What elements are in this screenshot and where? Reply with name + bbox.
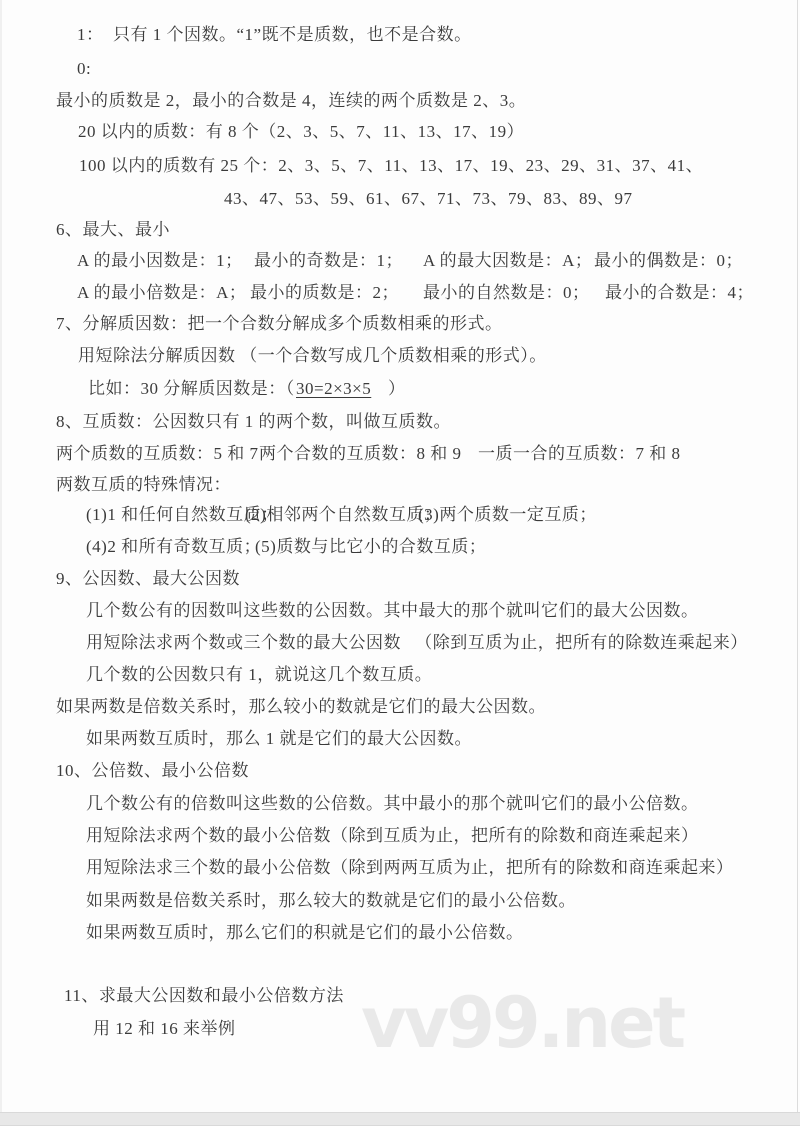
text-line	[0, 409, 800, 435]
text-segment: 最小的奇数是：1；	[254, 251, 403, 270]
text-segment: 最小的质数是 2，最小的合数是 4，连续的两个质数是 2、3。	[56, 91, 527, 110]
text-line	[0, 186, 800, 212]
text-segment: 如果两数互质时，那么 1 就是它们的最大公因数。	[86, 729, 472, 748]
text-line	[0, 566, 800, 592]
text-segment: 10、公倍数、最小公倍数	[56, 761, 249, 780]
text-segment: (1)1 和任何自然数互质；	[86, 505, 279, 524]
text-segment: 43、47、53、59、61、67、71、73、79、83、89、97	[224, 189, 633, 208]
text-segment: 一质一合的互质数：7 和 8	[478, 444, 681, 463]
text-segment: A 的最大因数是：A；	[423, 251, 593, 270]
text-segment: 如果两数是倍数关系时，那么较小的数就是它们的最大公因数。	[56, 697, 546, 716]
text-line	[0, 855, 800, 881]
watermark-text: vv99.net	[361, 982, 684, 1064]
text-segment: 最小的合数是：4；	[605, 283, 754, 302]
text-line	[0, 280, 800, 306]
text-segment: (2)相邻两个自然数互质；	[245, 505, 442, 524]
text-segment: 几个数公有的因数叫这些数的公因数。其中最大的那个就叫它们的最大公因数。	[86, 601, 699, 620]
text-line	[0, 983, 800, 1009]
text-segment: 最小的质数是：2；	[250, 283, 399, 302]
text-line	[0, 248, 800, 274]
text-line	[0, 441, 800, 467]
text-line	[0, 630, 800, 656]
text-segment: 1： 只有 1 个因数。“1”既不是质数，也不是合数。	[77, 25, 472, 44]
text-line	[0, 217, 800, 243]
text-segment: 9、公因数、最大公因数	[56, 569, 240, 588]
text-line	[0, 823, 800, 849]
text-segment: (5)质数与比它小的合数互质；	[255, 537, 487, 556]
text-segment: 两个质数的互质数：5 和 7	[56, 444, 259, 463]
text-segment: 20 以内的质数：有 8 个（2、3、5、7、11、13、17、19）	[78, 122, 525, 141]
text-line	[0, 376, 800, 402]
text-segment: 最小的自然数是：0；	[423, 283, 590, 302]
text-line	[0, 598, 800, 624]
text-segment: 用 12 和 16 来举例	[93, 1019, 236, 1038]
text-line	[0, 311, 800, 337]
text-line	[0, 119, 800, 145]
text-line	[0, 472, 800, 498]
text-segment: 如果两数互质时，那么它们的积就是它们的最小公倍数。	[86, 923, 524, 942]
text-segment: 用短除法分解质因数 （一个合数写成几个质数相乘的形式）。	[78, 346, 547, 365]
text-line	[0, 920, 800, 946]
text-segment: (3)两个质数一定互质；	[418, 505, 597, 524]
text-segment: 比如：30 分解质因数是：（	[88, 379, 295, 398]
text-line	[0, 726, 800, 752]
text-segment: 11、求最大公因数和最小公倍数方法	[64, 986, 344, 1005]
text-line	[0, 888, 800, 914]
text-segment: 8、互质数：公因数只有 1 的两个数，叫做互质数。	[56, 412, 451, 431]
text-segment: 用短除法求两个数或三个数的最大公因数 （除到互质为止，把所有的除数连乘起来）	[86, 633, 748, 652]
page-separator	[0, 1112, 800, 1126]
text-segment: A 的最小倍数是：A；	[77, 283, 247, 302]
text-segment: 用短除法求两个数的最小公倍数（除到互质为止，把所有的除数和商连乘起来）	[86, 826, 699, 845]
text-line	[0, 343, 800, 369]
text-segment: 100 以内的质数有 25 个：2、3、5、7、11、13、17、19、23、29、31、37、41、	[79, 156, 704, 175]
text-segment: A 的最小因数是：1；	[77, 251, 243, 270]
text-line	[0, 56, 800, 82]
text-line	[0, 758, 800, 784]
text-segment: ）	[388, 379, 406, 398]
text-line	[0, 22, 800, 48]
next-page-top	[0, 1127, 800, 1137]
text-line	[0, 88, 800, 114]
text-line	[0, 1016, 800, 1042]
text-segment: 7、分解质因数：把一个合数分解成多个质数相乘的形式。	[56, 314, 503, 333]
text-line	[0, 502, 800, 528]
text-segment: 两数互质的特殊情况：	[56, 475, 231, 494]
text-line	[0, 534, 800, 560]
text-segment: 0:	[77, 59, 92, 78]
underlined-formula: 30=2×3×5	[296, 379, 372, 398]
text-segment: (4)2 和所有奇数互质；	[86, 537, 262, 556]
text-segment: 用短除法求三个数的最小公倍数（除到两两互质为止，把所有的除数和商连乘起来）	[86, 858, 734, 877]
text-segment: 6、最大、最小	[56, 220, 170, 239]
text-line	[0, 791, 800, 817]
text-segment: 几个数公有的倍数叫这些数的公倍数。其中最小的那个就叫它们的最小公倍数。	[86, 794, 699, 813]
text-segment: 几个数的公因数只有 1，就说这几个数互质。	[86, 665, 433, 684]
text-line	[0, 153, 800, 179]
text-segment: 最小的偶数是：0；	[594, 251, 743, 270]
text-segment: 两个合数的互质数：8 和 9	[259, 444, 462, 463]
text-segment: 如果两数是倍数关系时，那么较大的数就是它们的最小公倍数。	[86, 891, 576, 910]
text-line	[0, 662, 800, 688]
text-line	[0, 694, 800, 720]
